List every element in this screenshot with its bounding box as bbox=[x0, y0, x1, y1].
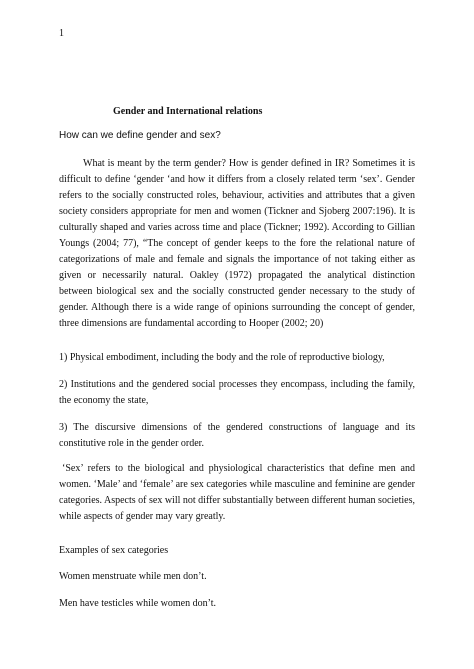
sex-definition-paragraph: ‘Sex’ refers to the biological and physiological characteristics that define men and women. ‘Male’ and ‘female’ are sex categories while masculine and feminine are gender categories. Aspects of sex will not differ substantially between different human societies, while aspects of gender may vary greatly. bbox=[59, 463, 415, 522]
example-item: Women menstruate while men don’t. bbox=[59, 571, 207, 582]
document-title: Gender and International relations bbox=[113, 106, 263, 117]
dimension-point-1: 1) Physical embodiment, including the body and the role of reproductive biology, bbox=[59, 352, 385, 363]
intro-paragraph: What is meant by the term gender? How is gender defined in IR? Sometimes it is difficult to define ‘gender ‘and how it differs from a closely related term ‘sex’. Gender refers to the socially constructed roles, behaviour, activities and attributes that a given society considers appropriate for men and women (Tickner and Sjoberg 2007:196). It is culturally shaped and varies across time and place (Tickner; 1992). According to Gillian Youngs (2004; 77), “The concept of gender keeps to the fore the relational nature of categorizations of male and female and signals the importance of not taking either as given or necessarily natural. Oakley (1972) propagated the analytical distinction between biological sex and the socially constructed gender necessary to the study of gender. Although there is a wide range of opinions surrounding the concept of gender, three dimensions are fundamental according to Hooper (2002; 20) bbox=[59, 158, 415, 329]
example-item: Men have testicles while women don’t. bbox=[59, 598, 217, 609]
dimension-point-3: 3) The discursive dimensions of the gendered constructions of language and its constitutive role in the gender order. bbox=[59, 422, 415, 449]
section-heading: How can we define gender and sex? bbox=[59, 130, 221, 141]
page-number: 1 bbox=[59, 28, 64, 39]
examples-heading: Examples of sex categories bbox=[59, 545, 169, 556]
dimension-point-2: 2) Institutions and the gendered social processes they encompass, including the family, the economy the state, bbox=[59, 379, 415, 406]
